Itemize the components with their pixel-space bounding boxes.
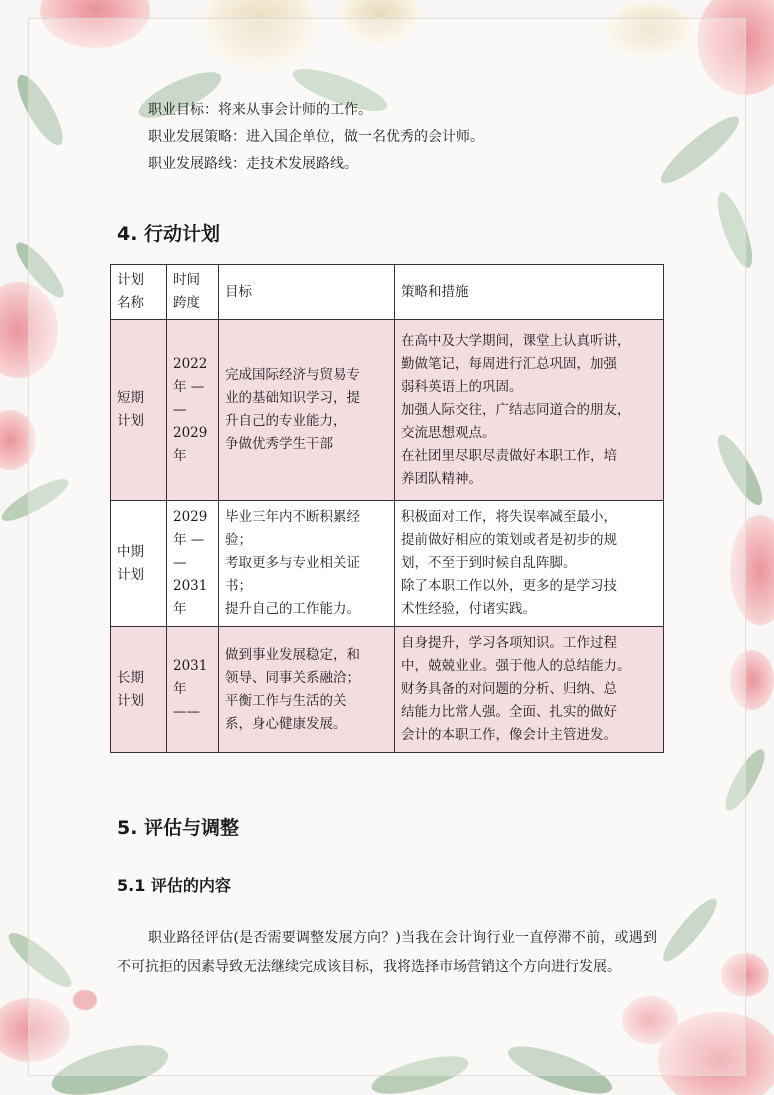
table-row [111,320,664,501]
career-goal: 职业目标：将来从事会计师的工作。 [148,102,372,118]
section-heading-evaluation: 5. 评估与调整 [117,817,240,839]
row-goal: 毕业三年内不断积累经 验； 考取更多与专业相关证 书； 提升自己的工作能力。 [219,501,395,627]
career-strategy: 职业发展策略：进入国企单位，做一名优秀的会计师。 [148,129,484,145]
section-heading-action-plan: 4. 行动计划 [117,223,221,245]
row-plan-name: 中期 计划 [111,501,167,627]
row-goal: 完成国际经济与贸易专 业的基础知识学习，提 升自己的专业能力， 争做优秀学生干部 [219,320,395,501]
row-time-span: 2029 年 — — 2031 年 [167,501,219,627]
row-strategy: 在高中及大学期间，课堂上认真听讲， 勤做笔记，每周进行汇总巩固，加强 弱科英语上的巩固。 加强人际交往，广结志同道合的朋友， 交流思想观点。 在社团里尽职尽责做好本职工作，培 养团队精神。 [395,320,664,501]
row-plan-name: 长期 计划 [111,627,167,753]
row-strategy: 自身提升，学习各项知识。工作过程 中，兢兢业业。强于他人的总结能力。 财务具备的对问题的分析、归纳、总 结能力比常人强。全面、扎实的做好 会计的本职工作，像会计主管进发。 [395,627,664,753]
header-strategy: 策略和措施 [395,265,664,320]
header-goal: 目标 [219,265,395,320]
row-strategy: 积极面对工作，将失误率减至最小， 提前做好相应的策划或者是初步的规 划，不至于到时候自乱阵脚。 除了本职工作以外，更多的是学习技 术性经验，付诸实践。 [395,501,664,627]
row-goal: 做到事业发展稳定，和 领导、同事关系融洽； 平衡工作与生活的关 系，身心健康发展。 [219,627,395,753]
header-time-span: 时间 跨度 [167,265,219,320]
table-header-row [111,265,664,320]
header-plan-name: 计划 名称 [111,265,167,320]
evaluation-paragraph: 职业路径评估(是否需要调整发展方向？)当我在会计询行业一直停滞不前，或遇到不可抗拒的因素导致无法继续完成该目标，我将选择市场营销这个方向进行发展。 [117,930,657,975]
table-row [111,627,664,753]
row-plan-name: 短期 计划 [111,320,167,501]
career-route: 职业发展路线：走技术发展路线。 [148,156,358,172]
table-row [111,501,664,627]
subsection-heading-evaluation-content: 5.1 评估的内容 [117,876,231,895]
action-plan-table [110,264,664,753]
row-time-span: 2022 年 — — 2029 年 [167,320,219,501]
row-time-span: 2031 年 —— [167,627,219,753]
